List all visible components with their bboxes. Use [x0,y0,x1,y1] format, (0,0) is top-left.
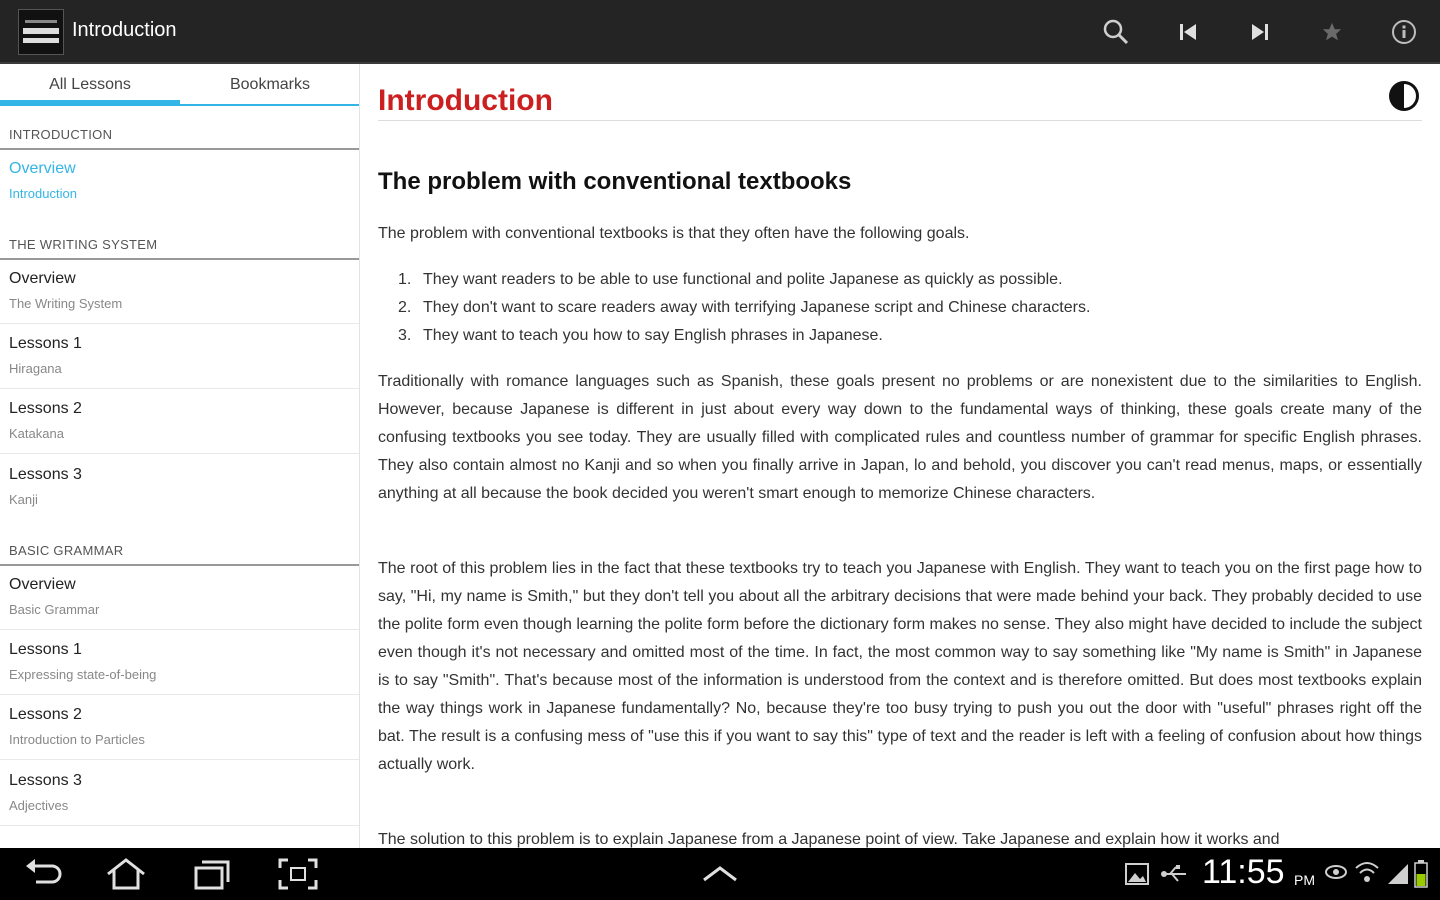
item-subtitle: Adjectives [9,798,69,813]
item-subtitle: Introduction [9,186,77,201]
gallery-notification-icon [1124,862,1150,886]
item-title: Lessons 2 [9,706,82,723]
body-paragraph: The solution to this problem is to explain Japanese from a Japanese point of view. Take Japanese and explain how it works and [378,831,1280,848]
info-icon [1391,19,1417,45]
body-paragraph: The root of this problem lies in the fact that these textbooks try to teach you Japanese with English. They want to teach you on the first page how to say, "Hi, my name is Smith," but they don't tell you about all the arbitrary decisions that were made behind your back. They probably decided to use the polite form even though learning the polite form before the dictionary form makes no sense. They also might have decided to include the subject even though it's not necessary and omitted most of the time. In fact, the most common way to say something like "My name is Smith" in Japanese is to say "Smith". That's because most of the information is understood from the context and is therefore omitted. But does most textbooks explain the way things work in Japanese fundamentally? No, because they're too busy trying to push you out the door with "useful" phrases right off the bat. The result is a confusing mess of "use this if you want to say this" type of text and the reader is left with a feeling of confusion about how things actually work. [378,560,1422,773]
tab-bookmarks[interactable]: Bookmarks [229,76,311,93]
section-header-basic-grammar: BASIC GRAMMAR [9,543,124,558]
search-button[interactable] [1098,14,1134,50]
sidebar-item-writing-overview[interactable] [0,260,359,324]
home-icon[interactable] [104,856,148,892]
section-title: The problem with conventional textbooks [378,168,852,195]
skip-previous-icon [1177,21,1199,43]
item-title: Overview [9,270,76,287]
app-logo-icon[interactable] [18,9,64,55]
tab-all-lessons[interactable]: All Lessons [0,64,180,104]
sidebar-tabs [0,64,359,106]
back-icon[interactable] [22,856,66,892]
previous-lesson-button[interactable] [1170,14,1206,50]
screenshot-icon[interactable] [276,856,320,892]
title-divider [378,120,1422,121]
clock-ampm: PM [1294,872,1315,888]
lessons-sidebar [0,64,360,848]
sidebar-item-katakana[interactable] [0,390,359,454]
next-lesson-button[interactable] [1242,14,1278,50]
skip-next-icon [1249,21,1271,43]
item-subtitle: Kanji [9,492,38,507]
wifi-icon [1354,860,1380,886]
info-button[interactable] [1386,14,1422,50]
item-subtitle: Hiragana [9,361,62,376]
search-icon [1102,18,1130,46]
list-item: 2. They don't want to scare readers away with terrifying Japanese script and Chinese characters. [398,299,1091,316]
system-bar [0,848,1440,900]
item-subtitle: The Writing System [9,296,123,311]
list-item: 3. They want to teach you how to say English phrases in Japanese. [398,327,883,344]
contrast-toggle-icon[interactable] [1388,80,1420,112]
item-title: Lessons 2 [9,400,82,417]
item-subtitle: Expressing state-of-being [9,667,157,682]
item-title: Overview [9,160,76,177]
list-item: 1. They want readers to be able to use functional and polite Japanese as quickly as possible. [398,271,1063,288]
sync-icon [1324,860,1348,884]
section-header-writing-system: THE WRITING SYSTEM [9,237,158,252]
item-title: Lessons 3 [9,772,82,789]
item-subtitle: Basic Grammar [9,602,100,617]
usb-icon [1160,864,1188,884]
lesson-content [360,64,1440,848]
section-header-introduction: INTRODUCTION [9,127,113,142]
recent-apps-icon[interactable] [190,856,234,892]
sidebar-item-state-of-being[interactable] [0,631,359,695]
star-icon [1321,21,1343,43]
action-bar [0,0,1440,64]
sidebar-item-adjectives[interactable] [0,762,359,826]
bookmark-button[interactable] [1314,14,1350,50]
item-subtitle: Katakana [9,426,64,441]
page-title: Introduction [378,84,553,117]
item-title: Lessons 3 [9,466,82,483]
app-title: Introduction [72,19,177,41]
body-paragraph: Traditionally with romance languages such as Spanish, these goals present no problems or are nonexistent due to the similarities to English. However, because Japanese is different in just about every way down to the fundamental ways of thinking, these goals create many of the confusing textbooks you see today. They are usually filled with complicated rules and countless number of grammar for specific English phrases. They also contain almost no Kanji and so when you finally arrive in Japan, lo and behold, you discover you can't read menus, maps, or essentially anything at all because the book decided you weren't smart enough to memorize Chinese characters. [378,373,1422,502]
goals-list [378,266,1422,350]
battery-icon [1414,860,1428,888]
sidebar-item-particles[interactable] [0,696,359,760]
sidebar-item-kanji[interactable] [0,456,359,520]
item-title: Overview [9,576,76,593]
sidebar-item-grammar-overview[interactable] [0,566,359,630]
item-title: Lessons 1 [9,335,82,352]
sidebar-item-introduction-overview[interactable] [0,150,359,214]
item-subtitle: Introduction to Particles [9,732,145,747]
chevron-up-icon[interactable] [698,856,742,892]
signal-icon [1386,862,1410,886]
intro-paragraph: The problem with conventional textbooks is that they often have the following goals. [378,225,970,242]
item-title: Lessons 1 [9,641,82,658]
sidebar-item-hiragana[interactable] [0,325,359,389]
clock-time[interactable]: 11:55 [1202,853,1285,891]
